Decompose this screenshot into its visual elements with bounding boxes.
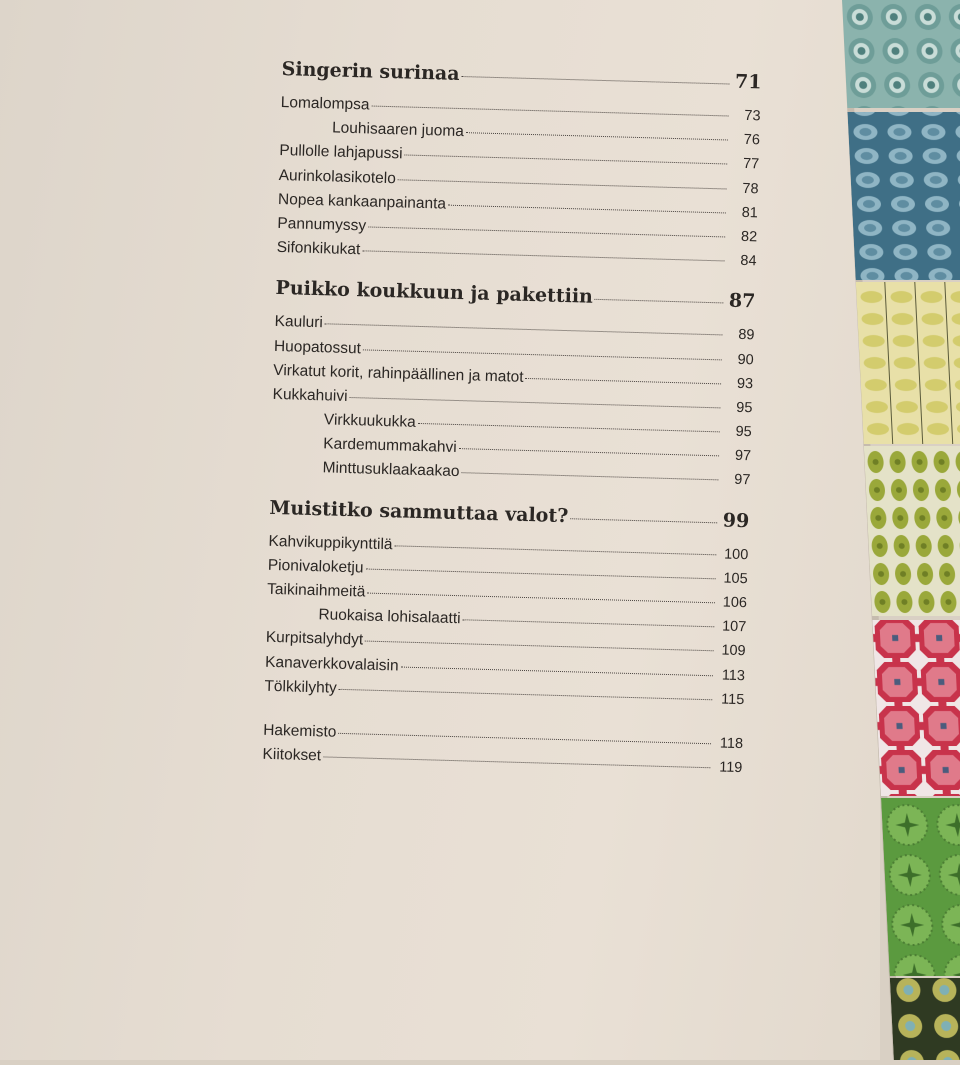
entry-page-number: 119 xyxy=(719,759,743,777)
dot-leader xyxy=(325,324,723,336)
dot-leader xyxy=(365,568,715,579)
entry-page-number: 84 xyxy=(740,253,757,270)
pattern-tile-blue xyxy=(847,112,960,280)
dot-leader xyxy=(363,349,722,360)
dot-leader xyxy=(394,545,716,555)
dot-leader xyxy=(405,155,728,165)
entry-label: Sifonkikukat xyxy=(276,239,361,259)
entry-page-number: 115 xyxy=(720,691,745,708)
section-title: Singerin surinaa xyxy=(281,58,460,85)
pattern-tile-yellow xyxy=(856,282,960,444)
entry-page-number: 106 xyxy=(722,594,748,612)
dot-leader xyxy=(463,619,715,627)
dot-leader xyxy=(398,179,727,189)
entry-page-number: 82 xyxy=(740,228,758,246)
entry-label: Pullolle lahjapussi xyxy=(279,142,403,163)
entry-label: Kauluri xyxy=(274,313,324,332)
pattern-tile-dark xyxy=(890,978,960,1060)
entry-label: Kiitokset xyxy=(262,745,322,765)
pattern-tile-green xyxy=(881,798,960,976)
pattern-tile-olive xyxy=(864,446,960,616)
entry-page-number: 118 xyxy=(719,735,744,753)
section-title: Muistitko sammuttaa valot? xyxy=(269,496,569,527)
dot-leader xyxy=(526,378,722,384)
dot-leader xyxy=(459,448,719,456)
dot-leader xyxy=(365,641,714,652)
entry-page-number: 95 xyxy=(735,423,752,441)
entry-label: Lomalompsa xyxy=(280,93,370,114)
entry-page-number: 78 xyxy=(742,180,759,197)
section-page-number: 87 xyxy=(728,289,756,313)
dot-leader xyxy=(462,76,730,84)
entry-page-number: 109 xyxy=(721,642,746,660)
dot-leader xyxy=(461,473,718,481)
dot-leader xyxy=(338,733,711,744)
entry-page-number: 89 xyxy=(738,327,755,344)
dot-leader xyxy=(448,204,726,213)
entry-label: Taikinaihmeitä xyxy=(266,580,366,601)
entry-label: Hakemisto xyxy=(262,721,337,741)
entry-label: Pannumyssy xyxy=(277,214,367,235)
entry-label: Virkkuukukka xyxy=(323,411,417,431)
entry-label: Tölkkilyhty xyxy=(264,677,338,697)
dot-leader xyxy=(570,518,717,523)
entry-page-number: 93 xyxy=(736,375,754,392)
dot-leader xyxy=(368,226,725,237)
entry-label: Kukkahuivi xyxy=(272,385,348,405)
dot-leader xyxy=(371,106,728,117)
entry-page-number: 95 xyxy=(736,399,753,417)
pattern-tile-teal xyxy=(842,0,960,108)
table-of-contents xyxy=(262,58,762,783)
entry-page-number: 76 xyxy=(743,132,761,149)
entry-label: Ruokaisa lohisalaatti xyxy=(318,606,461,628)
dot-leader xyxy=(362,250,724,261)
entry-page-number: 113 xyxy=(721,667,746,684)
entry-page-number: 105 xyxy=(723,570,748,588)
pattern-tile-red xyxy=(872,620,960,796)
entry-label: Kanaverkkovalaisin xyxy=(264,653,399,675)
dot-leader xyxy=(323,757,710,769)
entry-page-number: 97 xyxy=(734,448,752,465)
entry-page-number: 100 xyxy=(723,546,749,563)
entry-page-number: 81 xyxy=(741,204,759,222)
dot-leader xyxy=(466,132,728,140)
dot-leader xyxy=(350,397,721,408)
section-title: Puikko koukkuun ja pakettiin xyxy=(275,277,594,309)
entry-label: Nopea kankaanpainanta xyxy=(277,190,447,213)
section-page-number: 99 xyxy=(722,509,750,532)
entry-page-number: 77 xyxy=(742,156,760,173)
entry-label: Louhisaaren juoma xyxy=(331,119,465,141)
dot-leader xyxy=(339,689,713,700)
entry-label: Huopatossut xyxy=(273,337,362,357)
entry-label: Virkatut korit, rahinpäällinen ja matot xyxy=(273,361,524,386)
entry-page-number: 73 xyxy=(744,107,761,125)
entry-label: Aurinkolasikotelo xyxy=(278,166,397,187)
dot-leader xyxy=(401,666,713,676)
dot-leader xyxy=(418,423,720,432)
entry-label: Kahvikuppikynttilä xyxy=(268,532,393,553)
entry-label: Minttusuklaakaakao xyxy=(322,459,460,481)
entry-label: Kardemummakahvi xyxy=(322,435,457,457)
entry-label: Pionivaloketju xyxy=(267,556,364,577)
entry-label: Kurpitsalyhdyt xyxy=(265,629,364,649)
dot-leader xyxy=(595,299,723,304)
dot-leader xyxy=(367,593,715,604)
entry-page-number: 97 xyxy=(734,472,751,489)
entry-page-number: 107 xyxy=(721,618,747,636)
entry-page-number: 90 xyxy=(737,351,754,368)
section-page-number: 71 xyxy=(734,70,762,94)
